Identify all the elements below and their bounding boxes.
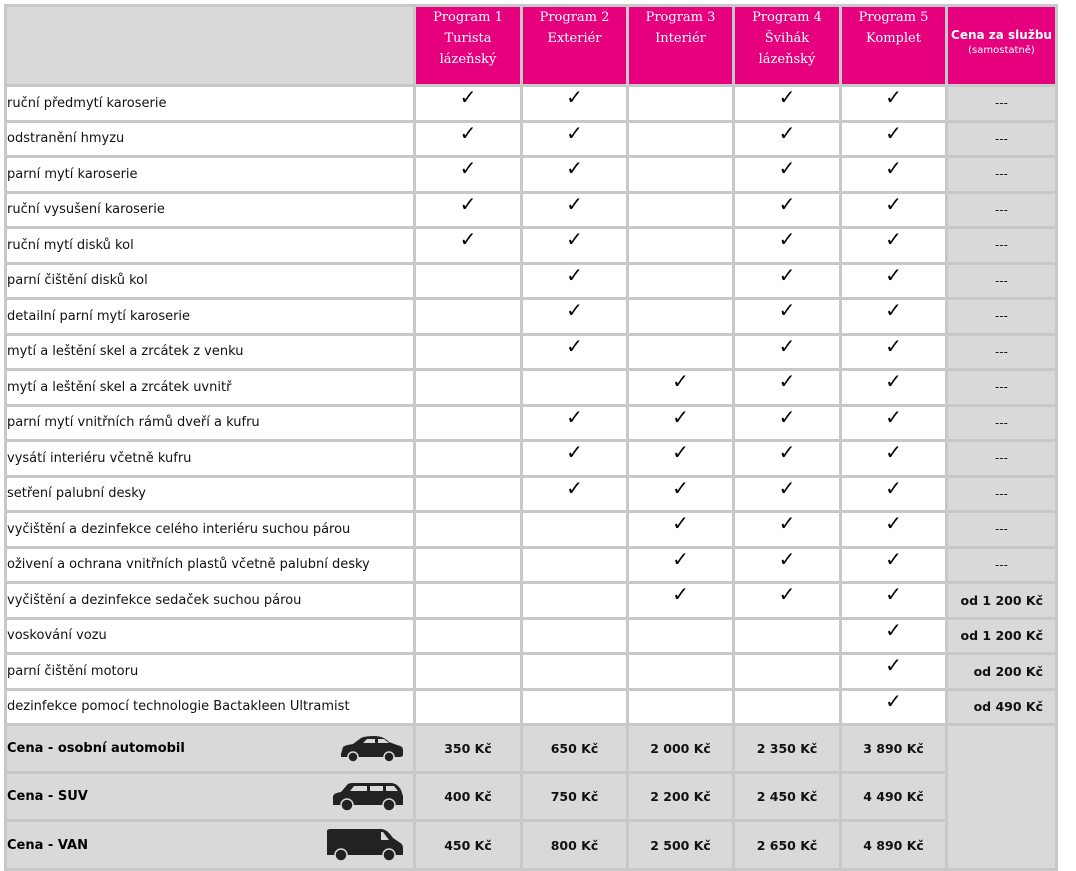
service-row xyxy=(7,87,1055,120)
program-price: 350 Kč xyxy=(416,726,520,771)
check-icon: ✓ xyxy=(629,371,732,404)
empty-cell xyxy=(629,123,732,156)
check-icon: ✓ xyxy=(735,265,839,298)
check-icon: ✓ xyxy=(842,655,945,688)
single-price-cell: --- xyxy=(948,123,1055,156)
check-icon: ✓ xyxy=(735,194,839,227)
empty-cell xyxy=(416,300,520,333)
check-icon: ✓ xyxy=(842,265,945,298)
check-icon: ✓ xyxy=(842,407,945,440)
check-icon: ✓ xyxy=(523,442,626,475)
service-row xyxy=(7,194,1055,227)
empty-cell xyxy=(416,371,520,404)
empty-cell xyxy=(523,371,626,404)
check-icon: ✓ xyxy=(416,87,520,120)
check-icon: ✓ xyxy=(735,442,839,475)
service-name: dezinfekce pomocí technologie Bactakleen Ultramist xyxy=(7,691,413,724)
check-icon: ✓ xyxy=(523,336,626,369)
check-icon: ✓ xyxy=(735,87,839,120)
single-price-cell: od 200 Kč xyxy=(948,655,1055,688)
empty-cell xyxy=(416,513,520,546)
single-price-cell: --- xyxy=(948,194,1055,227)
empty-cell xyxy=(416,691,520,724)
single-price-cell: --- xyxy=(948,336,1055,369)
sedan-car-icon xyxy=(339,734,405,764)
single-price-cell: od 1 200 Kč xyxy=(948,620,1055,653)
service-row xyxy=(7,549,1055,582)
check-icon: ✓ xyxy=(735,478,839,511)
check-icon: ✓ xyxy=(735,407,839,440)
price-row xyxy=(7,774,1055,819)
service-name: ruční vysušení karoserie xyxy=(7,194,413,227)
check-icon: ✓ xyxy=(416,229,520,262)
service-row xyxy=(7,691,1055,724)
empty-cell xyxy=(416,655,520,688)
empty-cell xyxy=(523,655,626,688)
check-icon: ✓ xyxy=(416,194,520,227)
empty-cell xyxy=(629,655,732,688)
program-price: 4 890 Kč xyxy=(842,822,945,868)
check-icon: ✓ xyxy=(523,265,626,298)
empty-cell xyxy=(523,691,626,724)
service-row xyxy=(7,655,1055,688)
check-icon: ✓ xyxy=(523,478,626,511)
single-price-cell: --- xyxy=(948,478,1055,511)
service-name: detailní parní mytí karoserie xyxy=(7,300,413,333)
single-price-cell: od 1 200 Kč xyxy=(948,584,1055,617)
program-price: 2 450 Kč xyxy=(735,774,839,819)
vehicle-type-label: Cena - VAN xyxy=(7,837,88,853)
service-row xyxy=(7,371,1055,404)
header-corner-cell xyxy=(7,7,413,84)
check-icon: ✓ xyxy=(842,478,945,511)
empty-cell xyxy=(523,549,626,582)
service-row xyxy=(7,620,1055,653)
single-price-cell: --- xyxy=(948,158,1055,191)
check-icon: ✓ xyxy=(629,584,732,617)
program-price: 750 Kč xyxy=(523,774,626,819)
program-price: 3 890 Kč xyxy=(842,726,945,771)
service-row xyxy=(7,265,1055,298)
service-row xyxy=(7,513,1055,546)
empty-cell xyxy=(629,336,732,369)
single-price-cell: --- xyxy=(948,229,1055,262)
program-price: 2 200 Kč xyxy=(629,774,732,819)
check-icon: ✓ xyxy=(523,194,626,227)
check-icon: ✓ xyxy=(842,300,945,333)
pricing-table xyxy=(4,4,1058,871)
single-price-cell: --- xyxy=(948,300,1055,333)
check-icon: ✓ xyxy=(842,158,945,191)
check-icon: ✓ xyxy=(735,229,839,262)
service-name: parní čištění disků kol xyxy=(7,265,413,298)
check-icon: ✓ xyxy=(735,300,839,333)
empty-cell xyxy=(629,620,732,653)
program-price: 650 Kč xyxy=(523,726,626,771)
service-row xyxy=(7,336,1055,369)
check-icon: ✓ xyxy=(629,478,732,511)
empty-cell xyxy=(523,584,626,617)
empty-cell xyxy=(416,336,520,369)
check-icon: ✓ xyxy=(842,584,945,617)
check-icon: ✓ xyxy=(842,194,945,227)
service-name: ruční předmytí karoserie xyxy=(7,87,413,120)
service-name: parní mytí karoserie xyxy=(7,158,413,191)
service-row xyxy=(7,158,1055,191)
vehicle-type-label: Cena - SUV xyxy=(7,789,88,804)
service-name: setření palubní desky xyxy=(7,478,413,511)
empty-cell xyxy=(416,265,520,298)
service-row xyxy=(7,229,1055,262)
check-icon: ✓ xyxy=(523,87,626,120)
check-icon: ✓ xyxy=(523,123,626,156)
single-price-cell: --- xyxy=(948,549,1055,582)
check-icon: ✓ xyxy=(735,584,839,617)
program-header-5: Program 5 Komplet xyxy=(842,7,945,84)
service-name: vyčištění a dezinfekce celého interiéru suchou párou xyxy=(7,513,413,546)
program-price: 800 Kč xyxy=(523,822,626,868)
van-car-icon xyxy=(325,828,405,862)
single-price-cell: --- xyxy=(948,265,1055,298)
check-icon: ✓ xyxy=(629,513,732,546)
check-icon: ✓ xyxy=(842,336,945,369)
service-row xyxy=(7,478,1055,511)
single-price-cell: --- xyxy=(948,87,1055,120)
check-icon: ✓ xyxy=(842,691,945,724)
program-price: 400 Kč xyxy=(416,774,520,819)
service-name: parní mytí vnitřních rámů dveří a kufru xyxy=(7,407,413,440)
check-icon: ✓ xyxy=(735,549,839,582)
empty-cell xyxy=(629,87,732,120)
program-price: 4 490 Kč xyxy=(842,774,945,819)
service-row xyxy=(7,407,1055,440)
service-row xyxy=(7,123,1055,156)
empty-cell xyxy=(523,513,626,546)
price-row-label xyxy=(7,726,413,771)
program-price: 2 500 Kč xyxy=(629,822,732,868)
vehicle-type-label: Cena - osobní automobil xyxy=(7,741,185,756)
service-name: voskování vozu xyxy=(7,620,413,653)
empty-cell xyxy=(416,549,520,582)
check-icon: ✓ xyxy=(735,336,839,369)
service-name: oživení a ochrana vnitřních plastů včetně palubní desky xyxy=(7,549,413,582)
check-icon: ✓ xyxy=(629,407,732,440)
single-price-header: Cena za službu (samostatně) xyxy=(948,7,1055,84)
empty-cell xyxy=(416,584,520,617)
program-header-3: Program 3 Interiér xyxy=(629,7,732,84)
single-price-cell: --- xyxy=(948,513,1055,546)
empty-cell xyxy=(416,407,520,440)
empty-cell xyxy=(416,620,520,653)
check-icon: ✓ xyxy=(842,513,945,546)
suv-car-icon xyxy=(331,782,405,812)
service-name: ruční mytí disků kol xyxy=(7,229,413,262)
single-price-cell: od 490 Kč xyxy=(948,691,1055,724)
price-row-label xyxy=(7,774,413,819)
check-icon: ✓ xyxy=(842,87,945,120)
check-icon: ✓ xyxy=(842,123,945,156)
empty-cell xyxy=(629,194,732,227)
price-row-label xyxy=(7,822,413,868)
empty-cell xyxy=(629,300,732,333)
single-price-cell: --- xyxy=(948,407,1055,440)
single-price-cell: --- xyxy=(948,442,1055,475)
check-icon: ✓ xyxy=(523,300,626,333)
program-price: 2 000 Kč xyxy=(629,726,732,771)
empty-cell xyxy=(416,478,520,511)
check-icon: ✓ xyxy=(523,229,626,262)
check-icon: ✓ xyxy=(735,158,839,191)
service-name: mytí a leštění skel a zrcátek z venku xyxy=(7,336,413,369)
check-icon: ✓ xyxy=(416,158,520,191)
empty-cell xyxy=(735,691,839,724)
check-icon: ✓ xyxy=(523,407,626,440)
service-row xyxy=(7,584,1055,617)
service-name: mytí a leštění skel a zrcátek uvnitř xyxy=(7,371,413,404)
service-name: parní čištění motoru xyxy=(7,655,413,688)
empty-cell xyxy=(523,620,626,653)
service-name: vyčištění a dezinfekce sedaček suchou párou xyxy=(7,584,413,617)
price-column-empty xyxy=(948,726,1055,868)
empty-cell xyxy=(735,620,839,653)
single-price-cell: --- xyxy=(948,371,1055,404)
service-row xyxy=(7,442,1055,475)
empty-cell xyxy=(629,265,732,298)
check-icon: ✓ xyxy=(735,513,839,546)
header-row xyxy=(7,7,1055,84)
check-icon: ✓ xyxy=(629,442,732,475)
check-icon: ✓ xyxy=(842,371,945,404)
empty-cell xyxy=(629,691,732,724)
check-icon: ✓ xyxy=(842,229,945,262)
service-row xyxy=(7,300,1055,333)
check-icon: ✓ xyxy=(523,158,626,191)
check-icon: ✓ xyxy=(416,123,520,156)
check-icon: ✓ xyxy=(842,442,945,475)
price-row xyxy=(7,726,1055,771)
program-header-1: Program 1 Turista lázeňský xyxy=(416,7,520,84)
service-name: odstranění hmyzu xyxy=(7,123,413,156)
empty-cell xyxy=(735,655,839,688)
service-name: vysátí interiéru včetně kufru xyxy=(7,442,413,475)
check-icon: ✓ xyxy=(735,123,839,156)
check-icon: ✓ xyxy=(629,549,732,582)
check-icon: ✓ xyxy=(842,549,945,582)
check-icon: ✓ xyxy=(735,371,839,404)
empty-cell xyxy=(416,442,520,475)
program-header-2: Program 2 Exteriér xyxy=(523,7,626,84)
program-header-4: Program 4 Švihák lázeňský xyxy=(735,7,839,84)
empty-cell xyxy=(629,229,732,262)
empty-cell xyxy=(629,158,732,191)
program-price: 2 650 Kč xyxy=(735,822,839,868)
program-price: 450 Kč xyxy=(416,822,520,868)
check-icon: ✓ xyxy=(842,620,945,653)
program-price: 2 350 Kč xyxy=(735,726,839,771)
price-row xyxy=(7,822,1055,868)
